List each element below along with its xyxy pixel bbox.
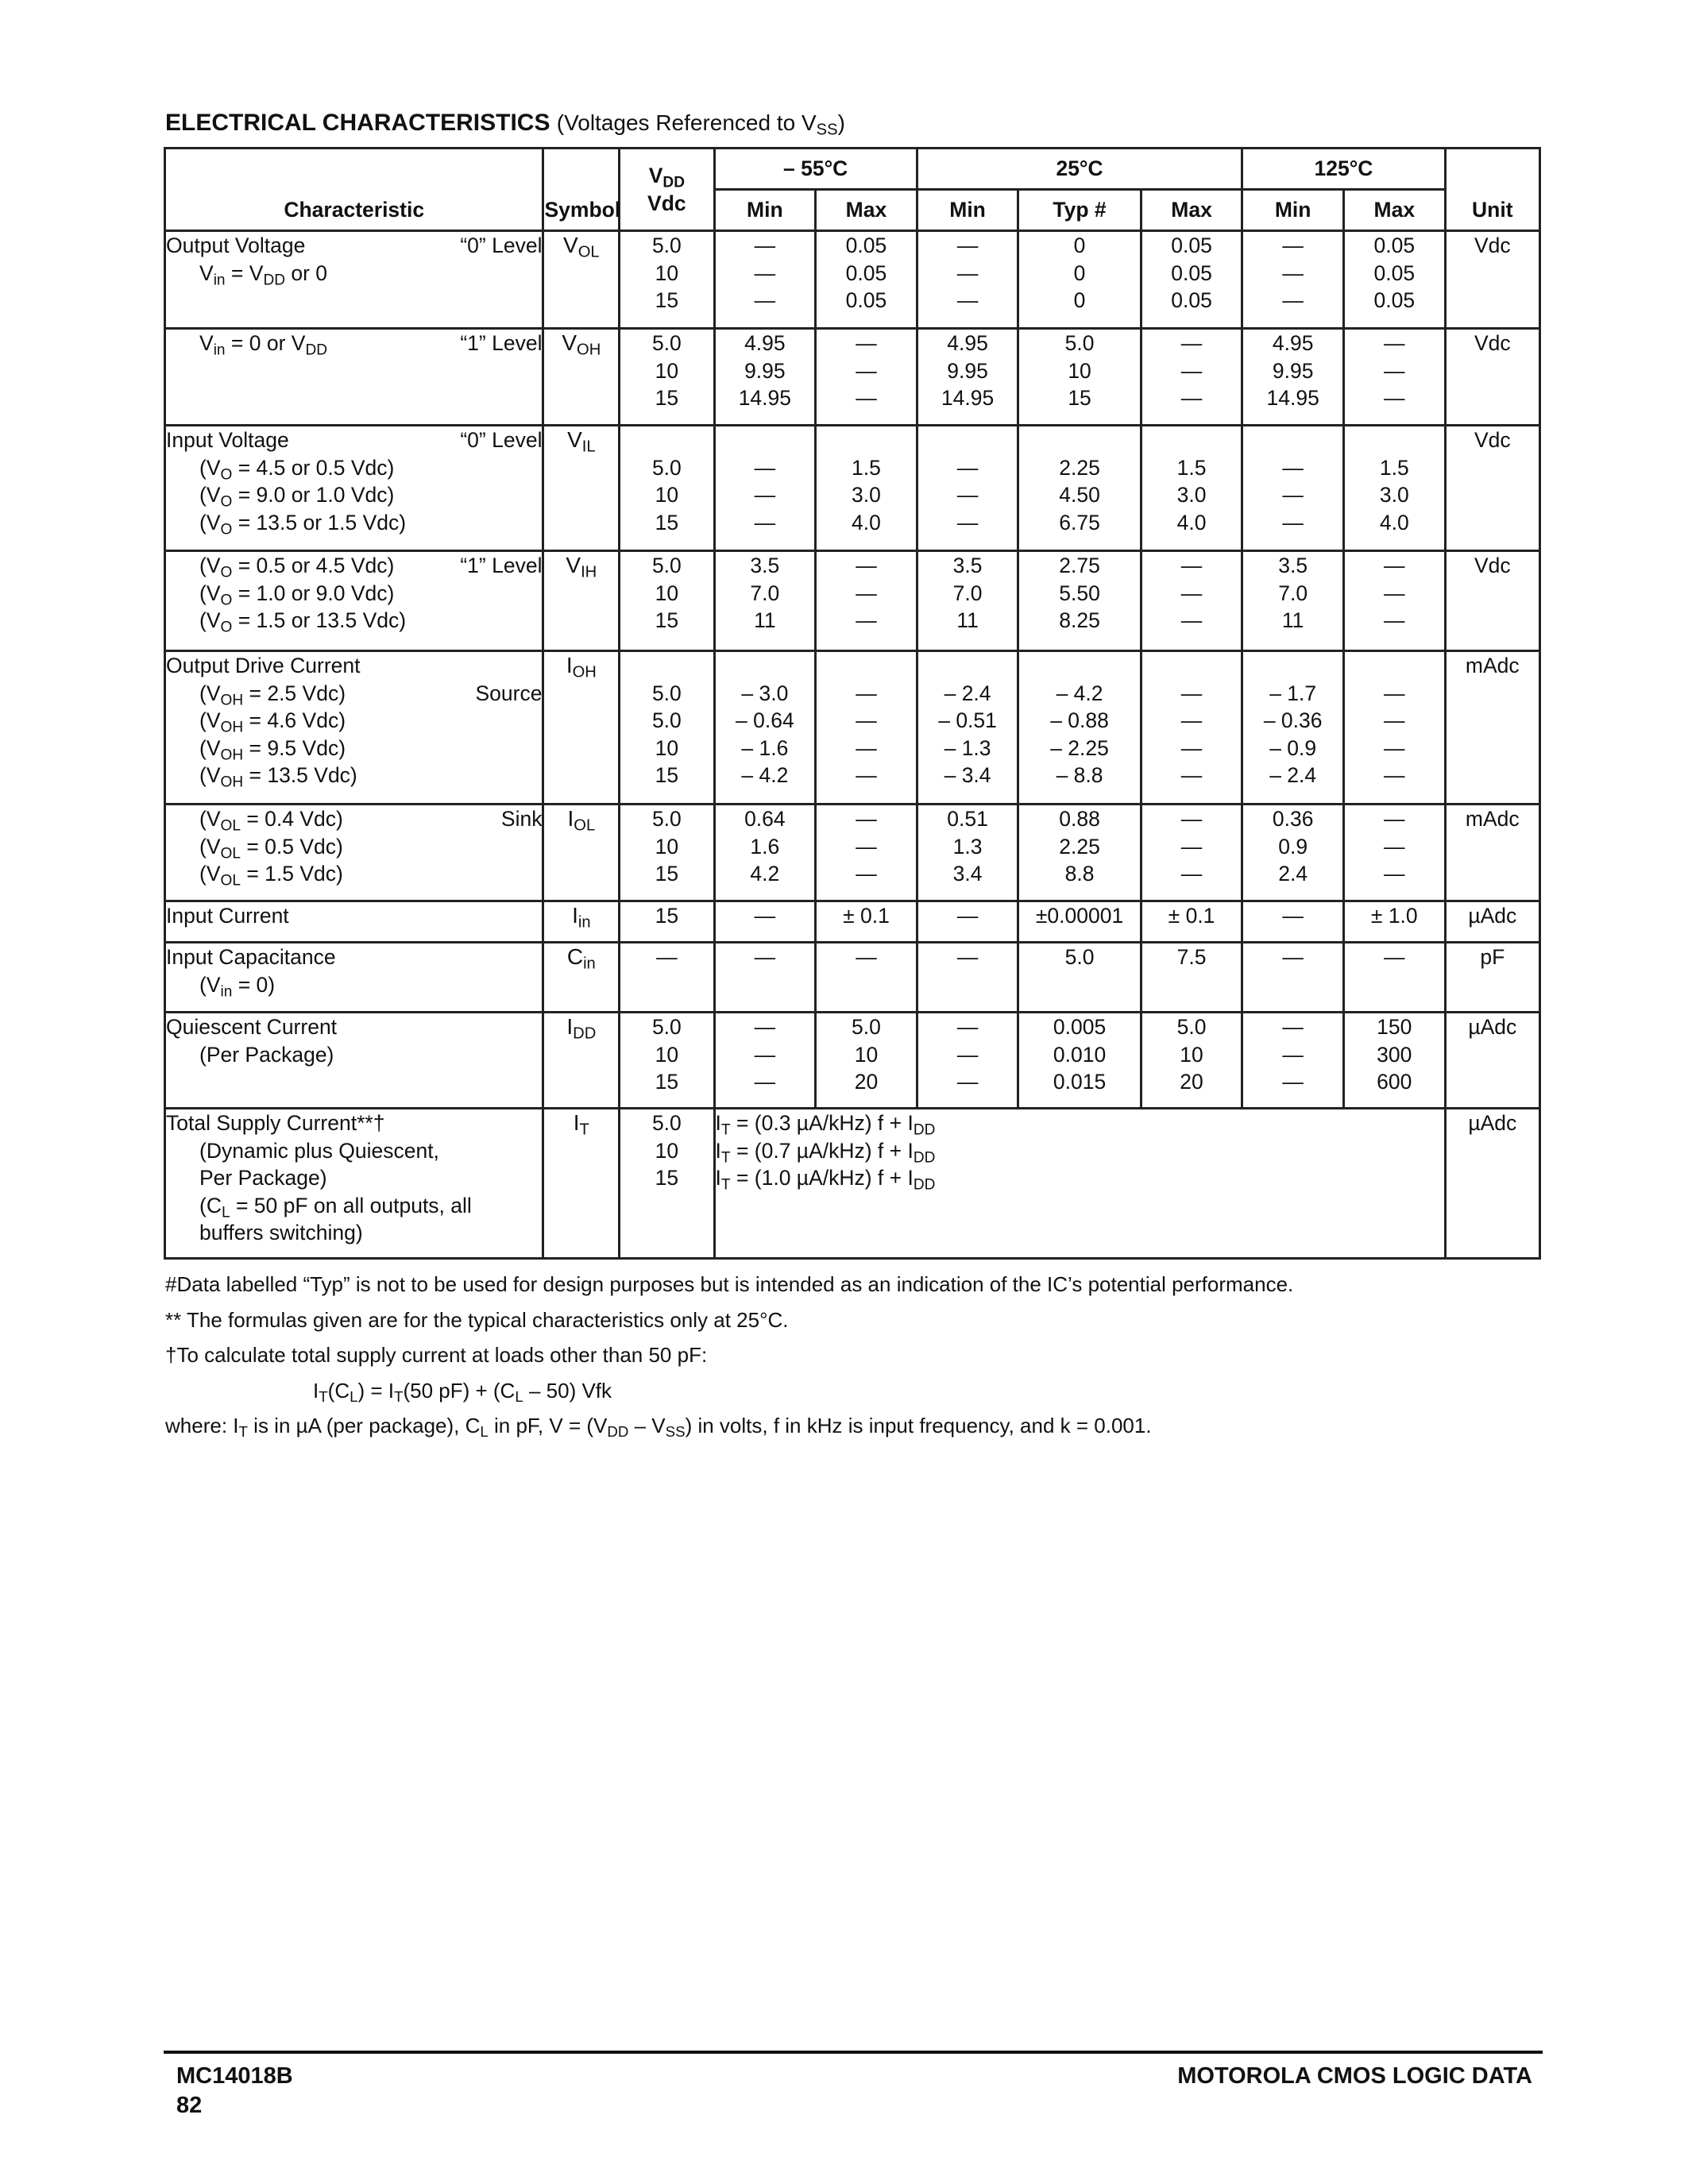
characteristic-cell: Input Voltage “0” Level ($V_O = 4.5$ or 0.5 Vdc) ($V_O = 9.0$ or 1.0 Vdc) ($V_O = 13.5$ or 1.5 Vdc)	[165, 426, 543, 551]
cold-max-cell: — — —	[816, 551, 917, 651]
unit-cell: Vdc	[1445, 426, 1539, 551]
characteristic-cell: ($V_{OL} = 0.4$ Vdc) Sink ($V_{OL} = 0.5$ Vdc) ($V_{OL} = 1.5$ Vdc)	[165, 805, 543, 901]
characteristic-cell: ($V_O = 0.5$ or 4.5 Vdc) “1” Level ($V_O = 1.0$ or 9.0 Vdc) ($V_O = 1.5$ or 13.5 Vdc)	[165, 551, 543, 651]
supply-current-formula-cell: $I_T = (0.3$ µA/kHz) $f + I_{DD}$ $I_T = (0.7$ µA/kHz) $f + I_{DD}$ $I_T = (1.0$ µA/kHz) $f + I_{DD}$	[714, 1109, 1445, 1259]
header-temp-minus55: – 55°C	[714, 149, 917, 190]
cold-max-cell: — — —	[816, 805, 917, 901]
room-typ-cell: 5.0	[1018, 943, 1141, 1013]
symbol-cell: $I_{in}$	[543, 901, 620, 943]
footnote-total-current: †To calculate total supply current at loads other than 50 pF:	[165, 1343, 708, 1367]
header-min: Min	[1242, 190, 1344, 231]
cold-max-cell: 5.0 10 20	[816, 1013, 917, 1109]
vdd-cell: 5.0 5.0 10 15	[620, 651, 714, 805]
symbol-cell: $I_T$	[543, 1109, 620, 1259]
unit-cell: mAdc	[1445, 805, 1539, 901]
characteristic-cell: $V_{in} = 0$ or $V_{DD}$ “1” Level	[165, 329, 543, 426]
table-row-it	[165, 1109, 1540, 1259]
vdd-cell: 5.0 10 15	[620, 329, 714, 426]
hot-min-cell: — — —	[1242, 426, 1344, 551]
room-max-cell: 7.5	[1141, 943, 1242, 1013]
cold-min-cell: 0.64 1.6 4.2	[714, 805, 816, 901]
room-typ-cell: 5.0 10 15	[1018, 329, 1141, 426]
unit-cell: µAdc	[1445, 1013, 1539, 1109]
room-typ-cell: – 4.2 – 0.88 – 2.25 – 8.8	[1018, 651, 1141, 805]
room-min-cell: 3.5 7.0 11	[917, 551, 1018, 651]
cold-min-cell: 4.95 9.95 14.95	[714, 329, 816, 426]
room-typ-cell: 0.88 2.25 8.8	[1018, 805, 1141, 901]
symbol-cell: $V_{OH}$	[543, 329, 620, 426]
unit-cell: Vdc	[1445, 329, 1539, 426]
room-typ-cell: 2.75 5.50 8.25	[1018, 551, 1141, 651]
room-max-cell: 5.0 10 20	[1141, 1013, 1242, 1109]
room-min-cell: 4.95 9.95 14.95	[917, 329, 1018, 426]
hot-max-cell: 0.05 0.05 0.05	[1343, 231, 1445, 329]
symbol-cell: $V_{IL}$	[543, 426, 620, 551]
footnotes	[165, 1267, 1293, 1444]
cold-min-cell: — — —	[714, 1013, 816, 1109]
room-typ-cell: 2.25 4.50 6.75	[1018, 426, 1141, 551]
unit-cell: mAdc	[1445, 651, 1539, 805]
room-min-cell: —	[917, 943, 1018, 1013]
cold-max-cell: — — — —	[816, 651, 917, 805]
cold-min-cell: – 3.0 – 0.64 – 1.6 – 4.2	[714, 651, 816, 805]
header-min: Min	[917, 190, 1018, 231]
hot-min-cell: – 1.7 – 0.36 – 0.9 – 2.4	[1242, 651, 1344, 805]
room-max-cell: — — —	[1141, 329, 1242, 426]
room-min-cell: —	[917, 901, 1018, 943]
footnote-typ: #Data labelled “Typ” is not to be used for design purposes but is intended as an indication of the IC’s potential performance.	[165, 1272, 1294, 1296]
symbol-cell: $I_{OH}$	[543, 651, 620, 805]
room-typ-cell: 0.005 0.010 0.015	[1018, 1013, 1141, 1109]
cold-max-cell: 0.05 0.05 0.05	[816, 231, 917, 329]
footer-divider	[164, 2051, 1543, 2054]
room-min-cell: 0.51 1.3 3.4	[917, 805, 1018, 901]
room-max-cell: — — —	[1141, 805, 1242, 901]
table-row-ioh	[165, 651, 1540, 805]
vdd-cell: 5.0 10 15	[620, 426, 714, 551]
room-max-cell: — — — —	[1141, 651, 1242, 805]
header-unit: Unit	[1445, 149, 1539, 231]
symbol-cell: $I_{OL}$	[543, 805, 620, 901]
cold-min-cell: —	[714, 901, 816, 943]
hot-max-cell: — — —	[1343, 805, 1445, 901]
part-number: MC14018B	[176, 2063, 293, 2089]
hot-min-cell: 3.5 7.0 11	[1242, 551, 1344, 651]
header-typ: Typ #	[1018, 190, 1141, 231]
characteristic-cell: Total Supply Current**† (Dynamic plus Quiescent, Per Package) ($C_L = 50$ pF on all outputs, all buffers switching)	[165, 1109, 543, 1259]
hot-max-cell: ± 1.0	[1343, 901, 1445, 943]
vdd-cell: 5.0 10 15	[620, 551, 714, 651]
hot-min-cell: — — —	[1242, 1013, 1344, 1109]
table-row-idd	[165, 1013, 1540, 1109]
page-title: ELECTRICAL CHARACTERISTICS (Voltages Referenced to $V_{SS}$)	[165, 110, 845, 139]
symbol-cell: $V_{IH}$	[543, 551, 620, 651]
cold-max-cell: ± 0.1	[816, 901, 917, 943]
electrical-characteristics-table	[164, 147, 1541, 1260]
table-row-iin	[165, 901, 1540, 943]
hot-min-cell: 4.95 9.95 14.95	[1242, 329, 1344, 426]
header-max: Max	[816, 190, 917, 231]
header-max: Max	[1141, 190, 1242, 231]
symbol-cell: $I_{DD}$	[543, 1013, 620, 1109]
unit-cell: Vdc	[1445, 551, 1539, 651]
header-temp-25: 25°C	[917, 149, 1242, 190]
table-row-cin	[165, 943, 1540, 1013]
hot-max-cell: — — —	[1343, 551, 1445, 651]
room-max-cell: 0.05 0.05 0.05	[1141, 231, 1242, 329]
unit-cell: pF	[1445, 943, 1539, 1013]
hot-min-cell: 0.36 0.9 2.4	[1242, 805, 1344, 901]
symbol-cell: $C_{in}$	[543, 943, 620, 1013]
cold-min-cell: 3.5 7.0 11	[714, 551, 816, 651]
table-row-iol	[165, 805, 1540, 901]
vdd-cell: 5.0 10 15	[620, 231, 714, 329]
room-typ-cell: ±0.00001	[1018, 901, 1141, 943]
page-number: 82	[176, 2093, 203, 2118]
hot-max-cell: —	[1343, 943, 1445, 1013]
hot-max-cell: 1.5 3.0 4.0	[1343, 426, 1445, 551]
room-min-cell: — — —	[917, 426, 1018, 551]
hot-min-cell: —	[1242, 943, 1344, 1013]
unit-cell: µAdc	[1445, 901, 1539, 943]
cold-max-cell: — — —	[816, 329, 917, 426]
room-max-cell: — — —	[1141, 551, 1242, 651]
characteristic-cell: Input Capacitance $(V_{in} = 0)$	[165, 943, 543, 1013]
hot-max-cell: — — —	[1343, 329, 1445, 426]
hot-min-cell: —	[1242, 901, 1344, 943]
header-min: Min	[714, 190, 816, 231]
room-min-cell: — — —	[917, 1013, 1018, 1109]
header-characteristic: Characteristic	[165, 149, 543, 231]
vdd-cell: 15	[620, 901, 714, 943]
symbol-cell: $V_{OL}$	[543, 231, 620, 329]
footnote-formulas: ** The formulas given are for the typical characteristics only at 25°C.	[165, 1307, 789, 1332]
room-max-cell: 1.5 3.0 4.0	[1141, 426, 1242, 551]
room-min-cell: — — —	[917, 231, 1018, 329]
header-symbol: Symbol	[543, 149, 620, 231]
header-temp-125: 125°C	[1242, 149, 1445, 190]
cold-max-cell: 1.5 3.0 4.0	[816, 426, 917, 551]
header-max: Max	[1343, 190, 1445, 231]
characteristic-cell: Output Drive Current ($V_{OH} = 2.5$ Vdc) Source ($V_{OH} = 4.6$ Vdc) ($V_{OH} = 9.5$ Vdc) ($V_{OH} = 13.5$ Vdc)	[165, 651, 543, 805]
characteristic-cell: Output Voltage “0” Level $V_{in} = V_{DD}$ or 0	[165, 231, 543, 329]
unit-cell: Vdc	[1445, 231, 1539, 329]
table-row-vih	[165, 551, 1540, 651]
room-max-cell: ± 0.1	[1141, 901, 1242, 943]
room-typ-cell: 0 0 0	[1018, 231, 1141, 329]
characteristic-cell: Quiescent Current (Per Package)	[165, 1013, 543, 1109]
cold-min-cell: — — —	[714, 231, 816, 329]
vdd-cell: 5.0 10 15	[620, 1013, 714, 1109]
cold-min-cell: — — —	[714, 426, 816, 551]
equation-definitions: where: $I_T$ is in µA (per package), $C_L$ in pF, $V = (V_{DD} - V_{SS})$ in volts, f in kHz is input frequency, and k = 0.001.	[165, 1414, 1152, 1441]
vdd-cell: —	[620, 943, 714, 1013]
vdd-cell: 5.0 10 15	[620, 805, 714, 901]
table-row-vil	[165, 426, 1540, 551]
supply-current-equation: $I_T(C_L) = I_T(50$ $pF) + (C_L - 50)$ Vfk	[313, 1378, 612, 1405]
hot-max-cell: — — — —	[1343, 651, 1445, 805]
table-row-vol	[165, 231, 1540, 329]
room-min-cell: – 2.4 – 0.51 – 1.3 – 3.4	[917, 651, 1018, 805]
header-vdd: $V_{DD}$ Vdc	[620, 149, 714, 231]
hot-min-cell: — — —	[1242, 231, 1344, 329]
hot-max-cell: 150 300 600	[1343, 1013, 1445, 1109]
vdd-cell: 5.0 10 15	[620, 1109, 714, 1259]
footer-brand: MOTOROLA CMOS LOGIC DATA	[1177, 2063, 1532, 2089]
characteristic-cell: Input Current	[165, 901, 543, 943]
table-row-voh	[165, 329, 1540, 426]
footer-part-info	[176, 2062, 293, 2120]
unit-cell: µAdc	[1445, 1109, 1539, 1259]
cold-min-cell: —	[714, 943, 816, 1013]
cold-max-cell: —	[816, 943, 917, 1013]
